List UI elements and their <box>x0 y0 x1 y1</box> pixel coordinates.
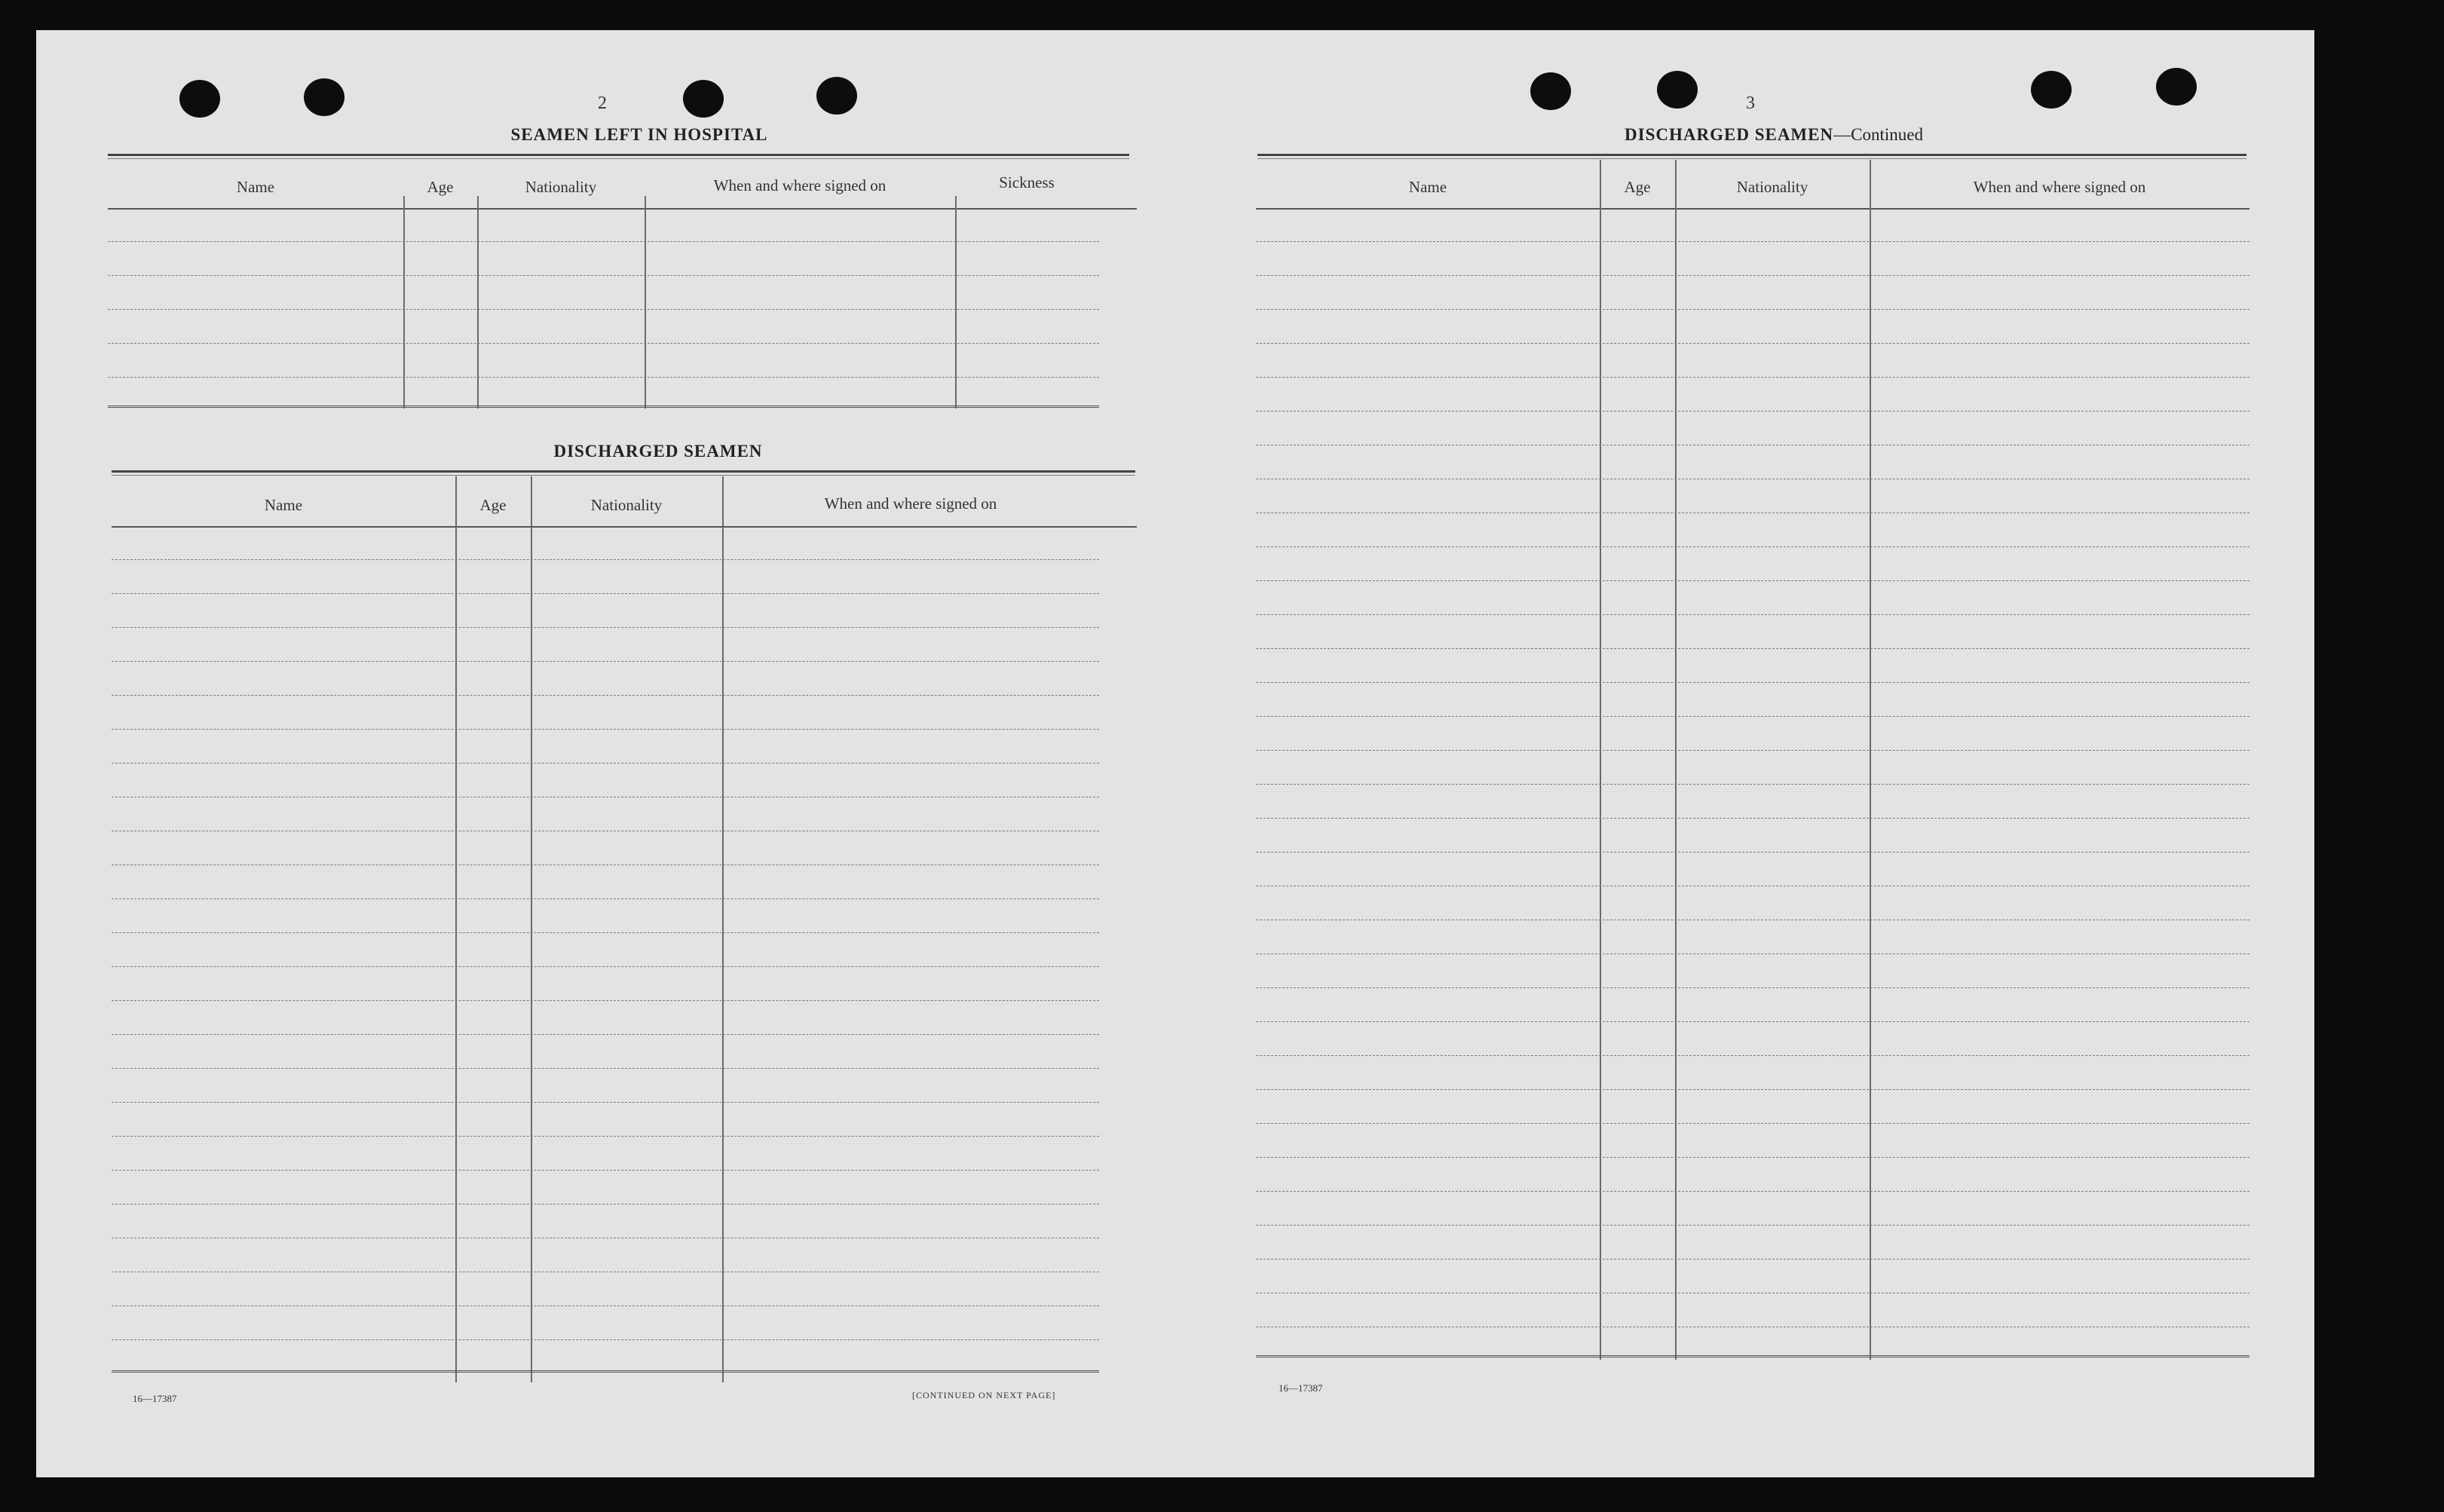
right-top-rule <box>1257 154 2246 159</box>
table-row <box>112 898 1099 899</box>
column-divider <box>1675 160 1677 1360</box>
discharged-top-rule <box>112 470 1135 476</box>
column-divider <box>1870 160 1871 1360</box>
right-col-nationality: Nationality <box>1736 178 1808 196</box>
discharged-continued-title <box>1544 125 2004 145</box>
punch-hole-icon <box>304 78 345 116</box>
continued-note: [CONTINUED ON NEXT PAGE] <box>912 1390 1056 1400</box>
column-divider <box>1600 160 1601 1360</box>
hospital-col-signed-on: When and where signed on <box>713 176 887 194</box>
table-row <box>1256 241 2250 242</box>
discharged-continued-table-header <box>1256 160 2250 210</box>
right-bottom-rule <box>1256 1355 2250 1357</box>
discharged-col-signed-on: When and where signed on <box>824 494 997 513</box>
column-divider <box>455 476 457 1382</box>
table-row <box>112 729 1099 730</box>
form-number-right: 16—17387 <box>1279 1382 1323 1394</box>
table-row <box>1256 987 2250 988</box>
form-sheet <box>36 30 2314 1477</box>
table-row <box>112 1170 1099 1171</box>
table-row <box>112 695 1099 696</box>
hospital-bottom-rule <box>108 406 1099 408</box>
discharged-continued-title-main: DISCHARGED SEAMEN <box>1625 125 1834 144</box>
hospital-table-header <box>108 160 1137 210</box>
right-col-signed-on: When and where signed on <box>1973 178 2146 196</box>
table-row <box>1256 750 2250 751</box>
table-row <box>1256 1089 2250 1090</box>
table-row <box>1256 580 2250 581</box>
punch-hole-icon <box>683 80 724 118</box>
table-row <box>112 966 1099 967</box>
table-row <box>1256 275 2250 276</box>
table-row <box>112 763 1099 764</box>
table-row <box>112 1034 1099 1035</box>
table-row <box>1256 1191 2250 1192</box>
punch-hole-icon <box>2031 71 2072 109</box>
punch-hole-icon <box>1530 72 1571 110</box>
discharged-col-nationality: Nationality <box>590 496 663 514</box>
table-row <box>1256 343 2250 344</box>
punch-hole-icon <box>179 80 220 118</box>
table-row <box>112 593 1099 594</box>
hospital-col-name: Name <box>236 178 275 196</box>
table-row <box>1256 1055 2250 1056</box>
right-col-age: Age <box>1624 178 1651 196</box>
discharged-table <box>112 476 1137 1382</box>
table-row <box>112 932 1099 933</box>
page-number-left: 2 <box>598 93 607 113</box>
punch-hole-icon <box>1657 71 1698 109</box>
punch-hole-icon <box>816 77 857 115</box>
table-row <box>1256 614 2250 615</box>
table-row <box>1256 784 2250 785</box>
table-row <box>1256 1021 2250 1022</box>
hospital-table <box>108 160 1137 409</box>
table-row <box>1256 716 2250 717</box>
hospital-top-rule <box>108 154 1129 159</box>
table-row <box>1256 377 2250 378</box>
table-row <box>112 661 1099 662</box>
hospital-col-nationality: Nationality <box>525 178 597 196</box>
table-row <box>112 1136 1099 1137</box>
table-row <box>1256 1225 2250 1226</box>
hospital-section-title: SEAMEN LEFT IN HOSPITAL <box>510 125 768 144</box>
page-number-right: 3 <box>1746 93 1755 113</box>
table-row <box>1256 953 2250 954</box>
table-row <box>1256 1123 2250 1124</box>
table-row <box>108 343 1099 344</box>
discharged-bottom-rule <box>112 1370 1099 1373</box>
table-row <box>108 377 1099 378</box>
discharged-continued-table <box>1256 160 2250 1360</box>
right-col-name: Name <box>1408 178 1447 196</box>
table-row <box>112 1305 1099 1306</box>
discharged-continued-title-suffix: —Continued <box>1833 125 1923 144</box>
discharged-table-header <box>112 476 1137 528</box>
table-row <box>112 1102 1099 1103</box>
column-divider <box>722 476 724 1382</box>
table-row <box>1256 411 2250 412</box>
table-row <box>1256 818 2250 819</box>
table-row <box>108 309 1099 310</box>
table-row <box>112 1000 1099 1001</box>
table-row <box>112 1068 1099 1069</box>
table-row <box>1256 546 2250 547</box>
discharged-section-title: DISCHARGED SEAMEN <box>553 442 763 461</box>
table-row <box>112 1339 1099 1340</box>
hospital-col-age: Age <box>427 178 454 196</box>
table-row <box>1256 1157 2250 1158</box>
punch-hole-icon <box>2156 68 2197 106</box>
hospital-col-sickness: Sickness <box>999 173 1055 191</box>
table-row <box>108 275 1099 276</box>
column-divider <box>531 476 532 1382</box>
table-row <box>1256 309 2250 310</box>
table-row <box>112 627 1099 628</box>
table-row <box>108 241 1099 242</box>
discharged-col-name: Name <box>264 496 303 514</box>
table-row <box>112 559 1099 560</box>
form-number-left: 16—17387 <box>133 1393 177 1404</box>
discharged-col-age: Age <box>479 496 507 514</box>
table-row <box>1256 682 2250 683</box>
table-row <box>1256 648 2250 649</box>
